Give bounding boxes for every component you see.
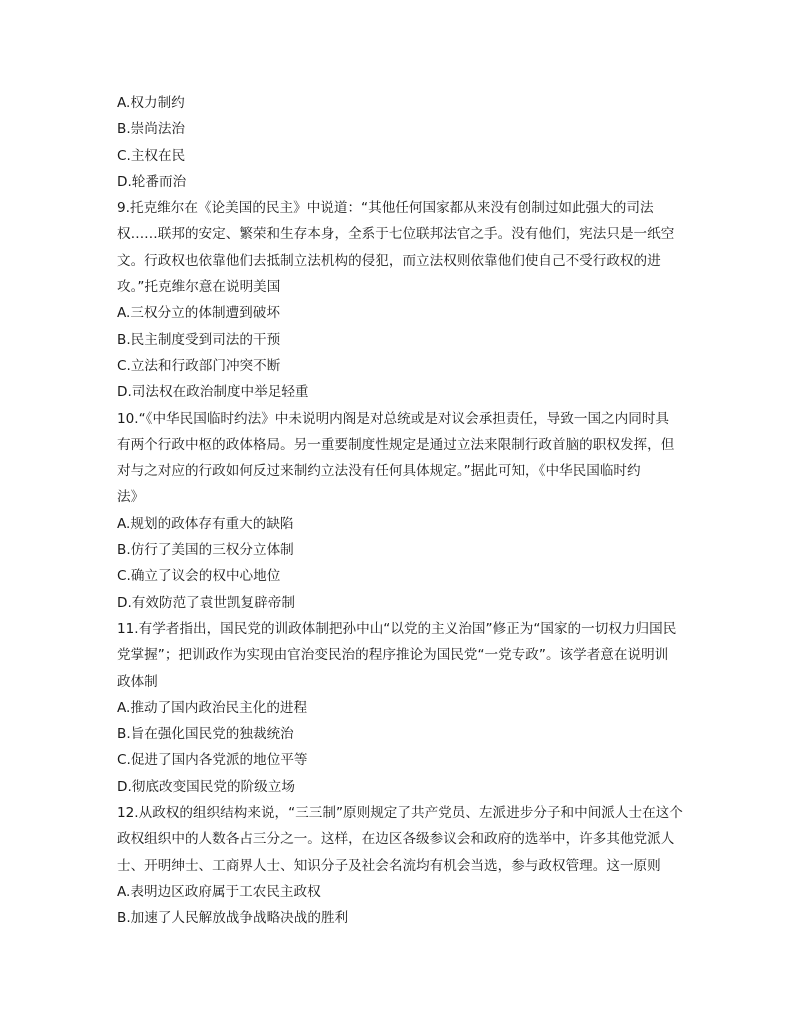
option-a-q11: A.推动了国内政治民主化的进程 [117,699,308,716]
option-d-q11: D.彻底改变国民党的阶级立场 [117,778,295,795]
question-9-line-2: 权……联邦的安定、繁荣和生存本身，全系于七位联邦法官之手。没有他们，宪法只是一纸空 [117,226,675,243]
option-b-q11: B.旨在强化国民党的独裁统治 [117,726,294,743]
question-11-line-1: 11.有学者指出，国民党的训政体制把孙中山“以党的主义治国”修正为“国家的一切权力归国民 [117,620,677,637]
question-9-line-4: 攻。”托克维尔意在说明美国 [117,279,281,296]
option-a-q8: A.权力制约 [117,95,185,111]
question-11-line-2: 党掌握”；把训政作为实现由官治变民治的程序推论为国民党“一党专政”。该学者意在说明训 [117,647,669,664]
question-12-line-1: 12.从政权的组织结构来说，“三三制”原则规定了共产党员、左派进步分子和中间派人士在这个 [117,805,683,822]
option-c-q11: C.促进了国内各党派的地位平等 [117,752,308,769]
question-10-line-3: 对与之对应的行政如何反过来制约立法没有任何具体规定。”据此可知，《中华民国临时约 [117,463,641,480]
question-9-line-3: 文。行政权也依靠他们去抵制立法机构的侵犯，而立法权则依靠他们使自己不受行政权的进 [117,252,661,269]
option-b-q10: B.仿行了美国的三权分立体制 [117,542,294,559]
option-d-q10: D.有效防范了袁世凯复辟帝制 [117,594,295,611]
option-b-q8: B.崇尚法治 [117,121,186,138]
question-9-line-1: 9.托克维尔在《论美国的民主》中说道：“其他任何国家都从来没有创制过如此强大的司法 [117,200,654,217]
option-a-q10: A.规划的政体存有重大的缺陷 [117,515,294,532]
question-10-line-1: 10.“《中华民国临时约法》中未说明内阁是对总统或是对议会承担责任，导致一国之内同时具 [117,410,670,427]
question-10-line-2: 有两个行政中枢的政体格局。另一重要制度性规定是通过立法来限制行政首脑的职权发挥，但 [117,436,675,453]
option-b-q9: B.民主制度受到司法的干预 [117,331,281,348]
option-c-q8: C.主权在民 [117,147,186,164]
question-text-block [117,90,683,932]
option-d-q8: D.轮番而治 [117,173,187,190]
option-a-q9: A.三权分立的体制遭到破坏 [117,305,280,322]
question-12-line-2: 政权组织中的人数各占三分之一。这样，在边区各级参议会和政府的选举中，许多其他党派人 [117,831,675,848]
question-11-line-3: 政体制 [117,673,158,690]
option-a-q12: A.表明边区政府属于工农民主政权 [117,883,321,900]
question-10-line-4: 法》 [117,489,145,506]
option-b-q12: B.加速了人民解放战争战略决战的胜利 [117,910,349,927]
option-d-q9: D.司法权在政治制度中举足轻重 [117,384,309,401]
option-c-q10: C.确立了议会的权中心地位 [117,568,281,585]
question-12-line-3: 士、开明绅士、工商界人士、知识分子及社会名流均有机会当选，参与政权管理。这一原则 [117,857,661,874]
option-c-q9: C.立法和行政部门冲突不断 [117,357,281,374]
